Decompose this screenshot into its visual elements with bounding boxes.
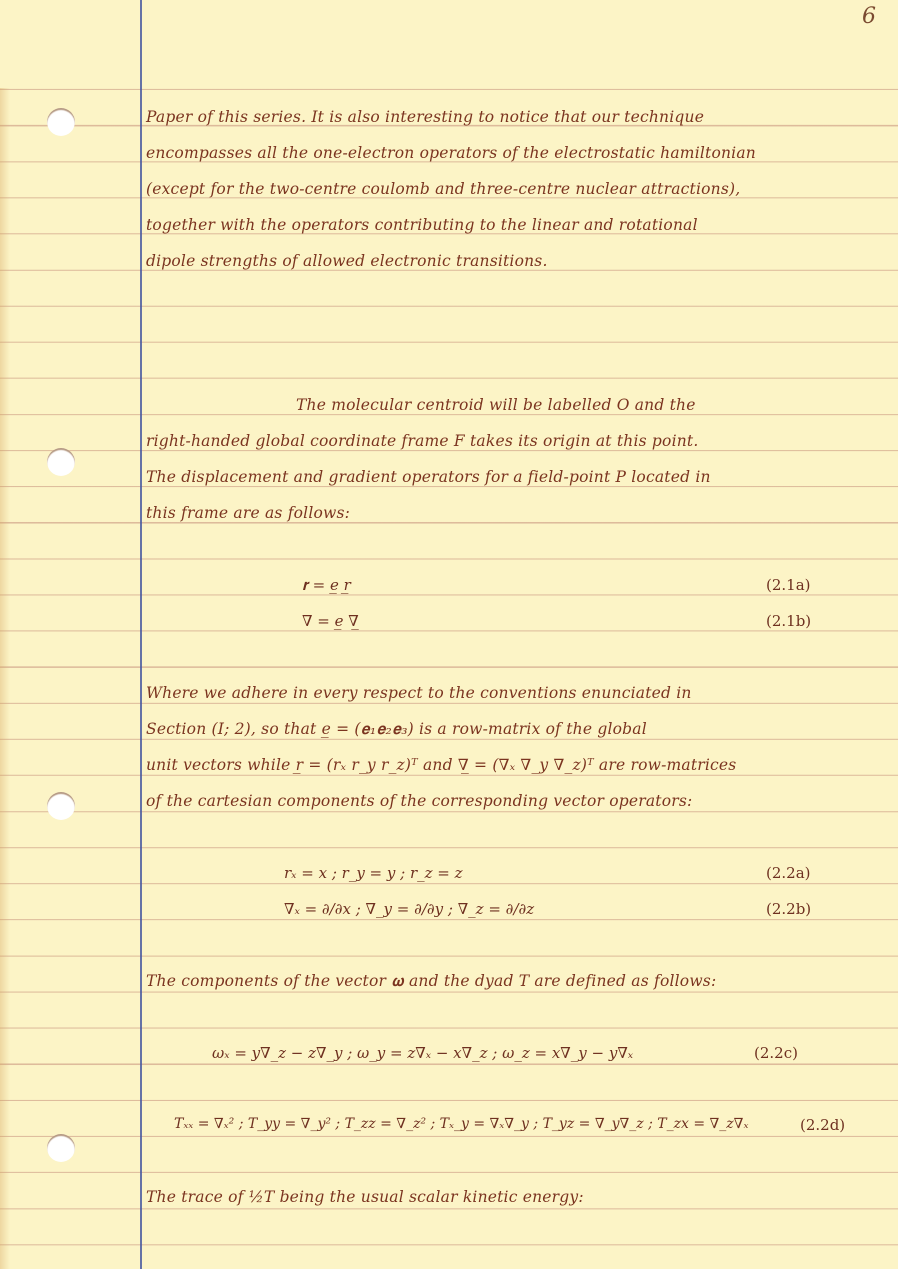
paragraph1-line: (except for the two-centre coulomb and three-centre nuclear attractions), [146,180,741,198]
punch-hole [47,1134,75,1162]
margin-line [140,0,142,1269]
paragraph1-line: dipole strengths of allowed electronic transitions. [146,252,548,270]
equation-label-2-2b: (2.2b) [766,900,812,918]
equation-label-2-2d: (2.2d) [800,1116,846,1134]
paragraph1-line: together with the operators contributing to the linear and rotational [146,216,698,234]
paragraph2-line: this frame are as follows: [146,504,351,522]
punch-hole [47,108,75,136]
equation-label-2-2a: (2.2a) [766,864,811,882]
equation-2-2a: rₓ = x ; r_y = y ; r_z = z [284,864,463,882]
paragraph2-line: The molecular centroid will be labelled O and the [296,396,696,414]
paragraph1-line: Paper of this series. It is also interesting to notice that our technique [146,108,705,126]
paper-header-space [0,0,898,88]
equation-label-2-1b: (2.1b) [766,612,812,630]
equation-label-2-1a: (2.1a) [766,576,811,594]
equation-label-2-2c: (2.2c) [754,1044,798,1062]
paragraph2-line: The displacement and gradient operators for a field-point P located in [146,468,711,486]
equation-2-1b: ∇ = e̲ ∇̲ [302,612,359,630]
page-number: 6 [862,4,876,29]
punch-hole [47,448,75,476]
paragraph3-line: of the cartesian components of the corresponding vector operators: [146,792,693,810]
paragraph3-line: Where we adhere in every respect to the conventions enunciated in [146,684,692,702]
equation-2-2c: ωₓ = y∇_z − z∇_y ; ω_y = z∇ₓ − x∇_z ; ω_z = x∇_y − y∇ₓ [212,1044,634,1062]
paragraph2-line: right-handed global coordinate frame F takes its origin at this point. [146,432,699,450]
equation-2-2b: ∇ₓ = ∂/∂x ; ∇_y = ∂/∂y ; ∇_z = ∂/∂z [284,900,535,918]
paragraph1-line: encompasses all the one-electron operators of the electrostatic hamiltonian [146,144,756,162]
paragraph4-line: The components of the vector 𝛚 and the dyad T are defined as follows: [146,972,717,990]
equation-2-2d: Tₓₓ = ∇ₓ² ; T_yy = ∇_y² ; T_zz = ∇_z² ; Tₓ_y = ∇ₓ∇_y ; T_yz = ∇_y∇_z ; T_zx = ∇_z∇ₓ [174,1116,749,1132]
paragraph5-line: The trace of ½T being the usual scalar kinetic energy: [146,1188,584,1206]
paragraph3-line: Section (I; 2), so that e̲ = (𝐞₁𝐞₂𝐞₃) is a row-matrix of the global [146,720,647,738]
punch-hole [47,792,75,820]
paragraph3-line: unit vectors while r̲ = (rₓ r_y r_z)ᵀ and ∇̲ = (∇ₓ ∇_y ∇_z)ᵀ are row-matrices [146,756,737,774]
equation-2-1a: 𝐫 = e̲ r̲ [302,576,351,594]
